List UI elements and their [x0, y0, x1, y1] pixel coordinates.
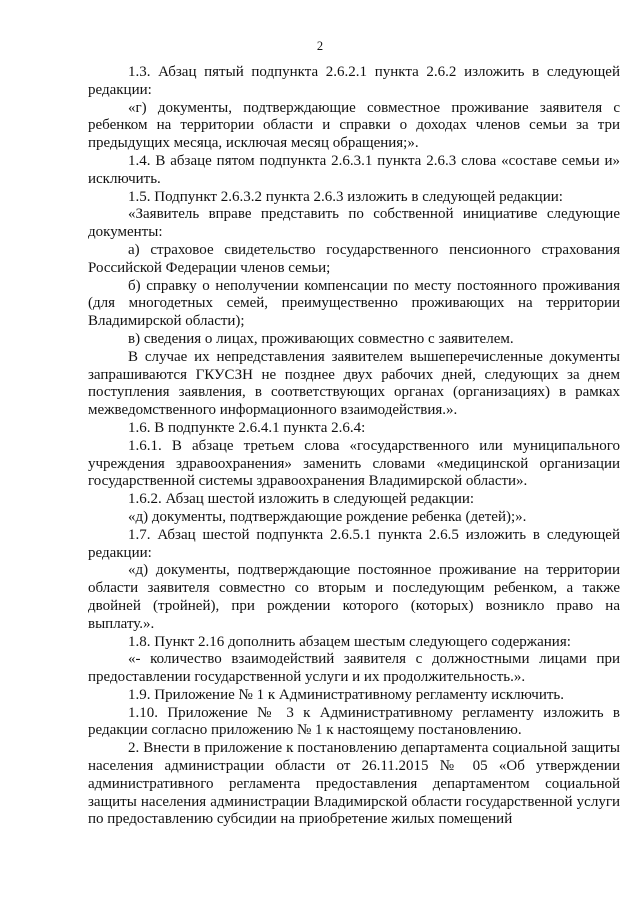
paragraph-1-7-text: «д) документы, подтверждающие постоянное проживание на территории области заявителя совместно со вторым и последующим ребенком, а также двойней (тройней), при рождении которого (которых) возникло право на выплату.». — [88, 562, 620, 632]
page-number: 2 — [316, 39, 324, 53]
paragraph-1-6-2: 1.6.2. Абзац шестой изложить в следующей редакции: — [128, 491, 475, 508]
paragraph-request-clause: В случае их непредставления заявителем вышеперечисленные документы запрашиваются ГКУСЗН не позднее двух рабочих дней, следующих за днем поступления заявления, в соответствующих органах (организациях) в рамках межведомственного информационного взаимодействия.». — [88, 348, 620, 419]
paragraph-item-b: б) справку о неполучении компенсации по месту постоянного проживания (для многодетных семей, преимущественно проживающих на территории Владимирской области); — [88, 277, 620, 330]
paragraph-1-4: 1.4. В абзаце пятом подпункта 2.6.3.1 пункта 2.6.3 слова «составе семьи и» исключить. — [88, 152, 620, 187]
paragraph-1-10: 1.10. Приложение № 3 к Административному регламенту изложить в редакции согласно приложению № 1 к настоящему постановлению. — [88, 704, 620, 739]
paragraph-1-9: 1.9. Приложение № 1 к Административному регламенту исключить. — [128, 686, 564, 703]
document-body — [88, 64, 620, 829]
paragraph-2: 2. Внести в приложение к постановлению департамента социальной защиты населения администрации области от 26.11.2015 № 05 «Об утверждении административного регламента предоставления департаментом социальной защиты населения администрации Владимирской области государственной услуги по предоставлению субсидии на приобретение жилых помещений — [88, 740, 620, 828]
paragraph-1-3: 1.3. Абзац пятый подпункта 2.6.2.1 пункта 2.6.2 изложить в следующей редакции: — [88, 64, 620, 98]
paragraph-1-8-text: «- количество взаимодействий заявителя с должностными лицами при предоставлении государственной услуги и их продолжительность.». — [88, 651, 620, 686]
paragraph-item-a: а) страховое свидетельство государственного пенсионного страхования Российской Федерации членов семьи; — [88, 241, 620, 276]
paragraph-1-7: 1.7. Абзац шестой подпункта 2.6.5.1 пункта 2.6.5 изложить в следующей редакции: — [88, 526, 620, 561]
paragraph-1-6-2-text: «д) документы, подтверждающие рождение ребенка (детей);». — [128, 508, 527, 525]
paragraph-1-5-intro: «Заявитель вправе представить по собственной инициативе следующие документы: — [88, 206, 620, 241]
paragraph-item-v: в) сведения о лицах, проживающих совместно с заявителем. — [128, 330, 514, 347]
paragraph-1-6-1: 1.6.1. В абзаце третьем слова «государственного или муниципального учреждения здравоохранения» заменить словами «медицинской организации государственной системы здравоохранения Владимирской области». — [88, 437, 620, 490]
paragraph-1-3-text: «г) документы, подтверждающие совместное проживание заявителя с ребенком на территории области и справки о доходах членов семьи за три предыдущих месяца, исключая месяц обращения;». — [88, 99, 620, 152]
paragraph-1-5: 1.5. Подпункт 2.6.3.2 пункта 2.6.3 изложить в следующей редакции: — [128, 188, 563, 205]
paragraph-1-6: 1.6. В подпункте 2.6.4.1 пункта 2.6.4: — [128, 419, 366, 436]
paragraph-1-8: 1.8. Пункт 2.16 дополнить абзацем шестым следующего содержания: — [128, 633, 571, 650]
